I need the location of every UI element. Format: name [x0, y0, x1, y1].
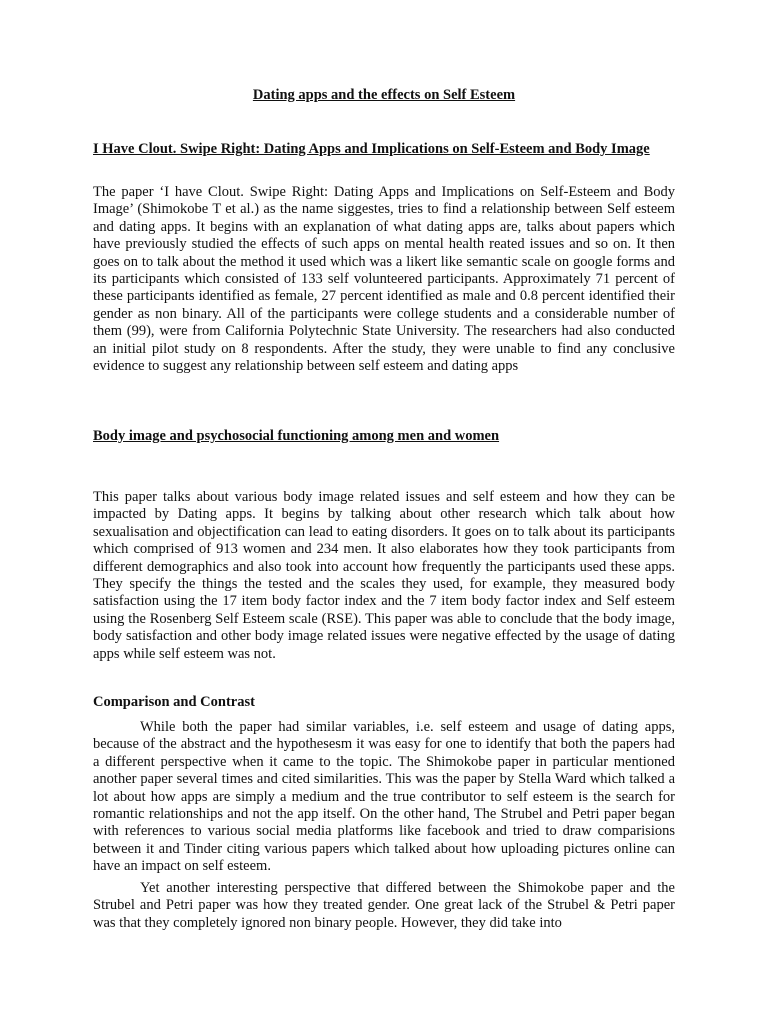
section-heading-comparison: Comparison and Contrast: [93, 694, 255, 710]
paragraph-body-image-summary: This paper talks about various body image related issues and self esteem and how they can be impacted by Dating apps. It begins by talking about other research which talk about how sexualisation and objectification can lead to eating disorders. It goes on to talk about its participants which comprised of 913 women and 234 men. It also elaborates how they took participants from different demographics and also took into account how frequently the participants used these apps. They specify the things the tested and the scales they used, for example, they measured body satisfaction using the 17 item body factor index and the 7 item body factor index and Self esteem using the Rosenberg Self Esteem scale (RSE). This paper was able to conclude that the body image, body satisfaction and other body image related issues were negative effected by the usage of dating apps while self esteem was not.: [93, 489, 675, 662]
paragraph-comparison-2: Yet another interesting perspective that differed between the Shimokobe paper and the Strubel and Petri paper was how they treated gender. One great lack of the Strubel & Petri paper was that they completely ignored non binary people. However, they did take into: [93, 880, 675, 931]
section-heading-body-image: Body image and psychosocial functioning among men and women: [93, 428, 500, 444]
section-heading-clout-swipe-right: I Have Clout. Swipe Right: Dating Apps and Implications on Self-Esteem and Body Image: [93, 141, 650, 157]
paragraph-shimokobe-summary: The paper ‘I have Clout. Swipe Right: Dating Apps and Implications on Self-Esteem and Body Image’ (Shimokobe T et al.) as the name siggestes, tries to find a relationship between Self esteem and dating apps. It begins with an explanation of what dating apps are, talks about papers which have previously studied the effects of such apps on mental health reated issues and so on. It then goes on to talk about the method it used which was a likert like semantic scale on google forms and its participants which consisted of 133 self volunteered participants. Approximately 71 percent of these participants identified as female, 27 percent identified as male and 0.8 percent identified their gender as non binary. All of the participants were college students and a considerable number of them (99), were from California Polytechnic State University. The researchers had also conducted an initial pilot study on 8 respondents. After the study, they were unable to find any conclusive evidence to suggest any relationship between self esteem and dating apps: [93, 184, 675, 375]
paragraph-comparison-1: While both the paper had similar variables, i.e. self esteem and usage of dating apps, because of the abstract and the hypothesesm it was easy for one to identify that both the papers had a different perspective when it came to the topic. The Shimokobe paper in particular mentioned another paper several times and cited similarities. This was the paper by Stella Ward which talked a lot about how apps are simply a medium and the true contributor to self esteem is the search for romantic relationships and not the app itself. On the other hand, The Strubel and Petri paper began with references to various social media platforms like facebook and tried to draw comparisions between it and Tinder citing various papers which talked about how uploading pictures online can have an impact on self esteem.: [93, 719, 675, 875]
document-title: Dating apps and the effects on Self Esteem: [252, 87, 516, 103]
